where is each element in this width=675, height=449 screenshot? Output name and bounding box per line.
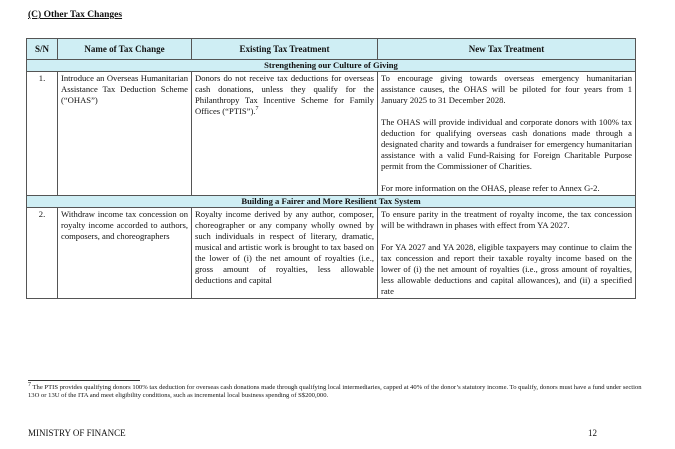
header-sn: S/N (27, 39, 58, 60)
row-name: Introduce an Overseas Humanitarian Assistance Tax Deduction Scheme (“OHAS”) (58, 72, 192, 196)
category-label: Building a Fairer and More Resilient Tax System (27, 196, 636, 208)
section-heading: (C) Other Tax Changes (28, 10, 123, 20)
category-row (27, 196, 636, 208)
row-new-para: The OHAS will provide individual and corporate donors with 100% tax deduction for qualifying overseas cash donations made through a designated charity and towards a fundraiser for emergency humanitarian assistance with a valid Fund-Raising for Foreign Charitable Purpose permit from the Commissioner of Charities. (381, 117, 632, 171)
tax-changes-table (26, 38, 636, 299)
row-new-para: To encourage giving towards overseas emergency humanitarian assistance causes, the OHAS will be piloted for four years from 1 January 2025 to 31 December 2028. (381, 73, 632, 105)
footnote-text: The PTIS provides qualifying donors 100% tax deduction for overseas cash donations made through qualifying local intermediaries, capped at 40% of the donor’s statutory income. To qualify, donors must have a fund under section 13O or 13U of the ITA and meet eligibility conditions, such as incremental local business spending of S$200,000. (28, 384, 642, 400)
header-new: New Tax Treatment (378, 39, 636, 60)
table-header-row (27, 39, 636, 60)
row-new-para: To ensure parity in the treatment of royalty income, the tax concession will be withdrawn in phases with effect from YA 2027. (381, 209, 632, 230)
footer-ministry: MINISTRY OF FINANCE (28, 428, 126, 438)
footnote-divider (28, 380, 140, 381)
category-row (27, 60, 636, 72)
row-name: Withdraw income tax concession on royalty income accorded to authors, composers, and choreographers (58, 208, 192, 299)
row-new (378, 208, 636, 299)
row-existing: Royalty income derived by any author, composer, choreographer or any company wholly owned by such individuals in respect of literary, dramatic, musical and artistic work is brought to tax based on the lower of (i) the net amount of royalties (i.e., gross amount of royalties, less allowable deductions and capital (192, 208, 378, 299)
footnote-number: 7 (28, 381, 31, 388)
row-sn: 2. (27, 208, 58, 299)
row-existing-text: Donors do not receive tax deductions for overseas cash donations, unless they qualify for the Philanthropy Tax Incentive Scheme for Family Offices (“PTIS”). (195, 73, 374, 116)
row-existing (192, 72, 378, 196)
table-row (27, 208, 636, 299)
row-new-para: For more information on the OHAS, please refer to Annex G-2. (381, 183, 600, 193)
table-row (27, 72, 636, 196)
footnote-ref: 7 (255, 106, 259, 113)
footnote (28, 381, 644, 401)
row-new-para: For YA 2027 and YA 2028, eligible taxpayers may continue to claim the tax concession and report their taxable royalty income based on the lower of (i) the net amount of royalties (i.e., gross amount of royalties, less allowable deductions and capital allowances), and (ii) a specified rate (381, 242, 632, 296)
row-sn: 1. (27, 72, 58, 196)
header-name: Name of Tax Change (58, 39, 192, 60)
row-new (378, 72, 636, 196)
category-label: Strengthening our Culture of Giving (27, 60, 636, 72)
header-existing: Existing Tax Treatment (192, 39, 378, 60)
page-number: 12 (588, 428, 597, 438)
